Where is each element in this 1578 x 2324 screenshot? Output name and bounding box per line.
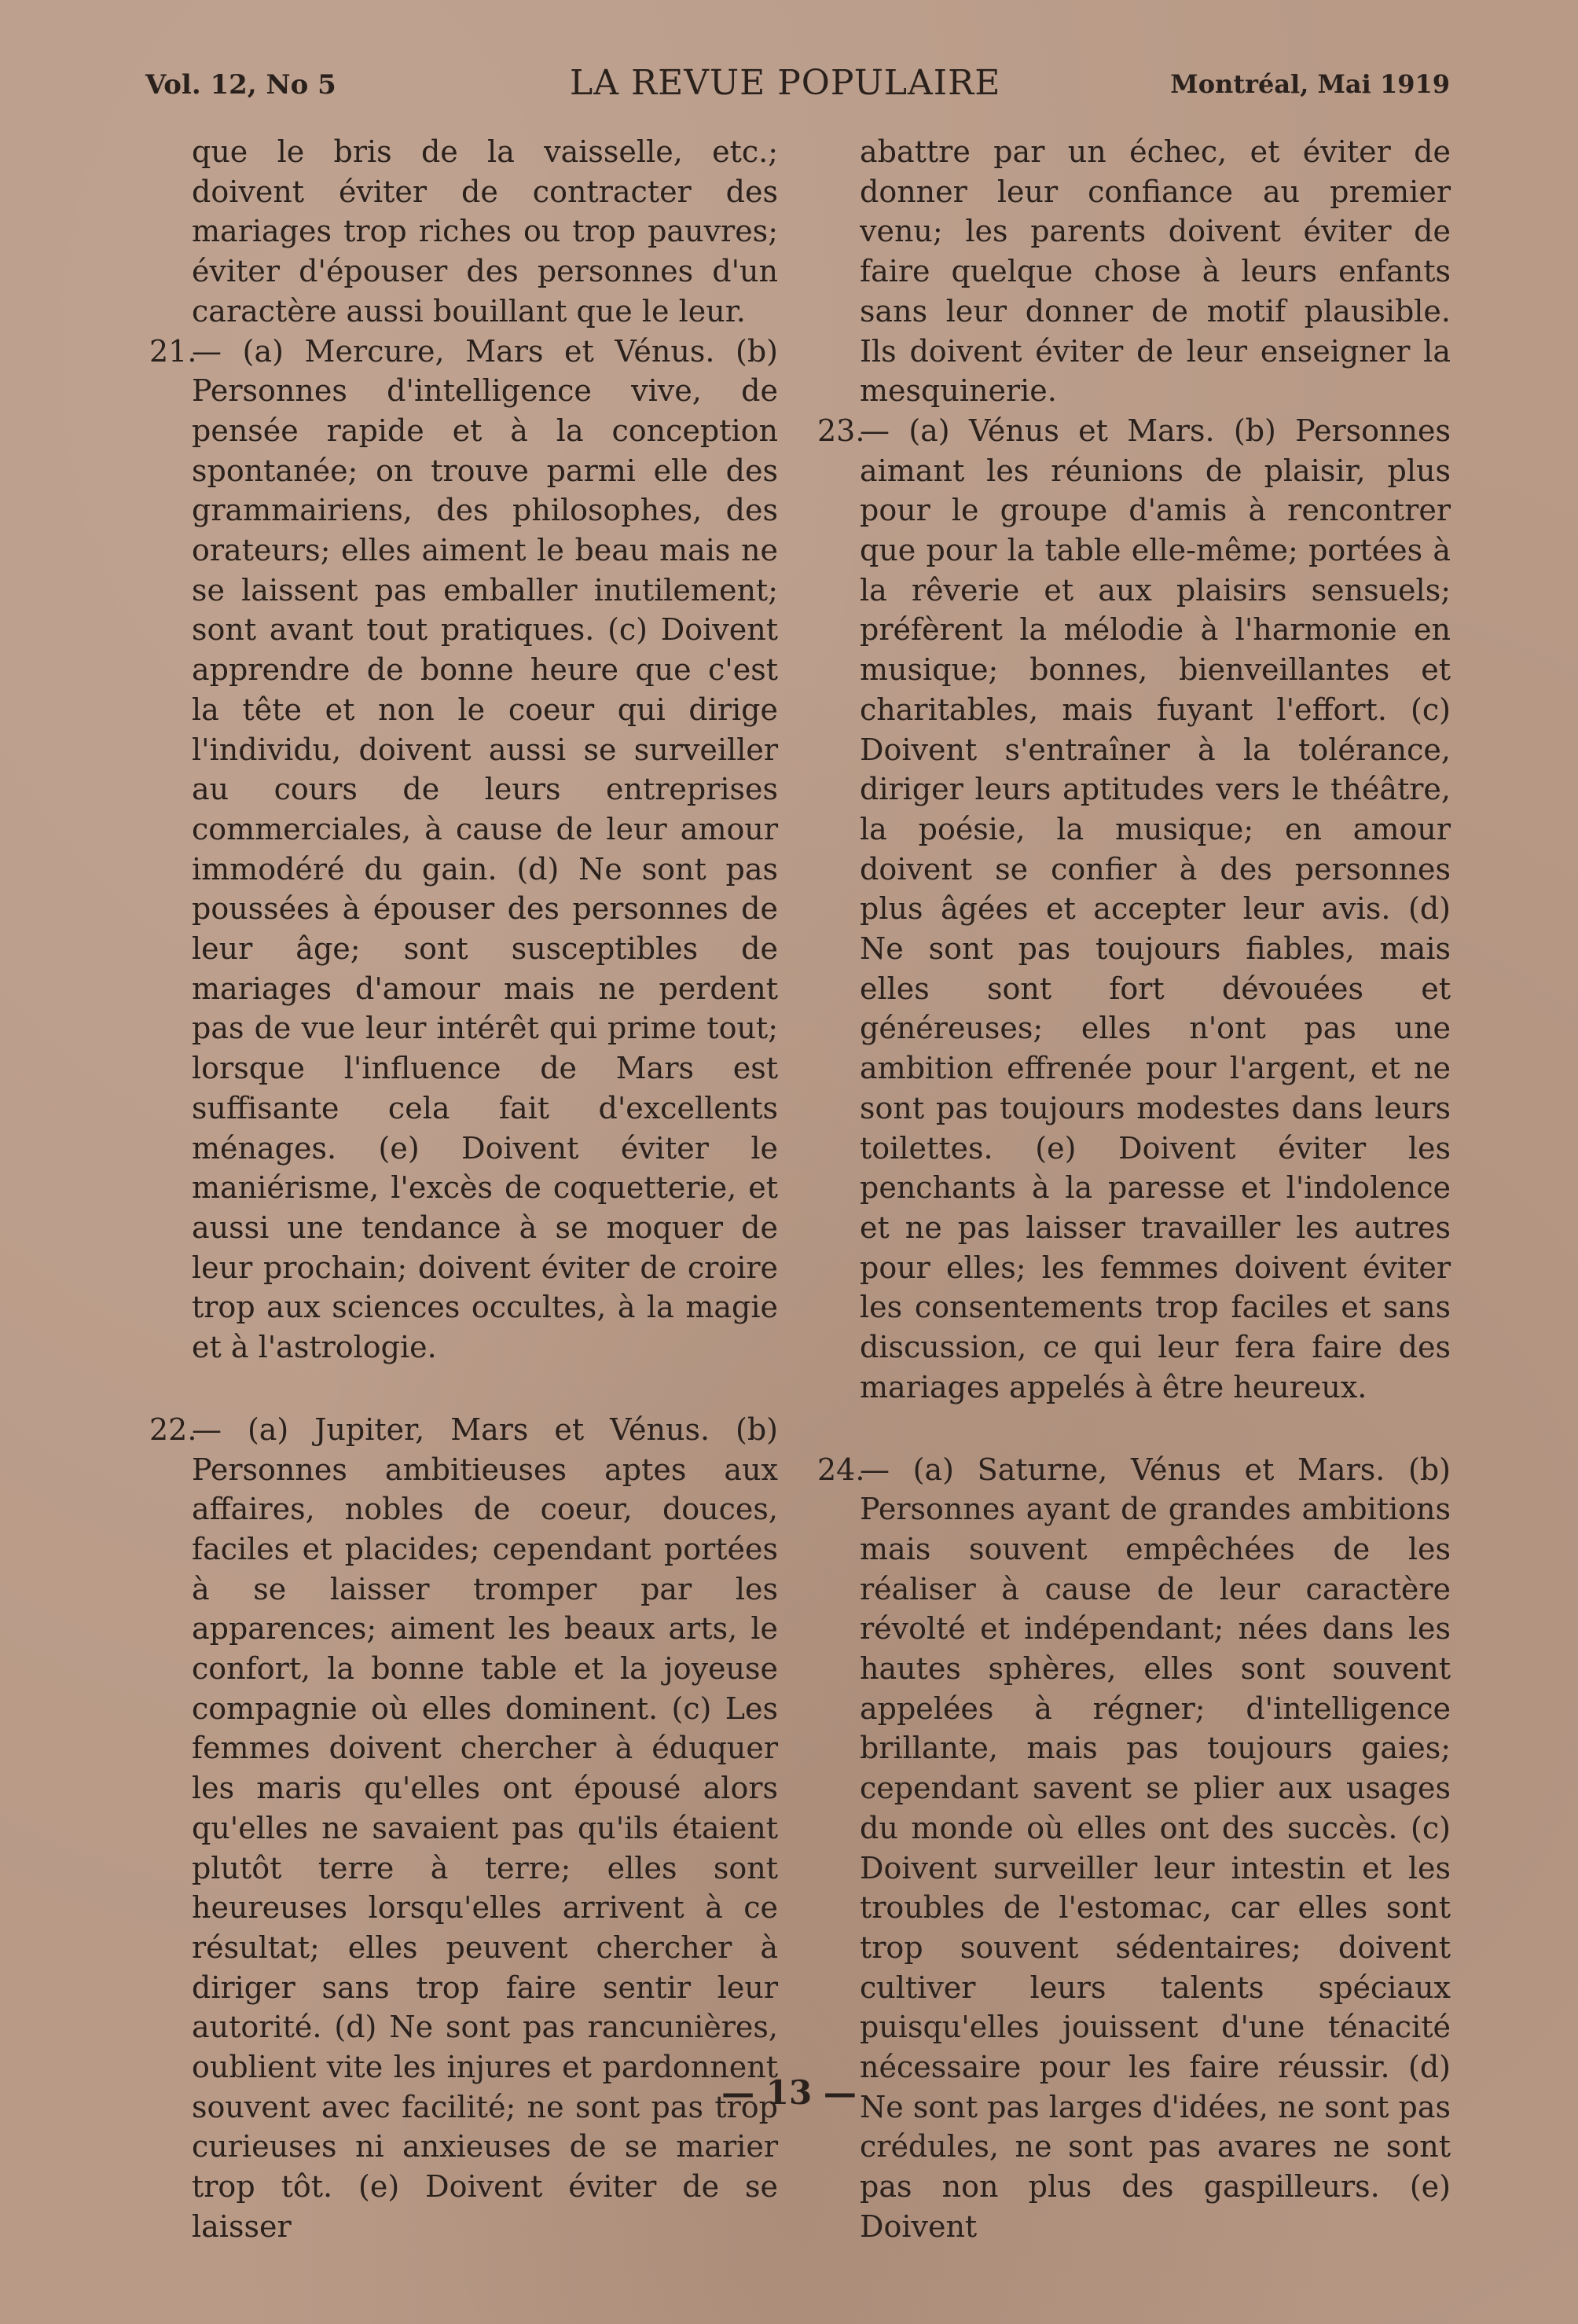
place-date: Montréal, Mai 1919 (1170, 69, 1450, 99)
entry-number: 22. (149, 1412, 197, 1447)
continued-paragraph: que le bris de la vaisselle, etc.; doivent éviter de contracter des mariages trop riches ou trop pauvres; éviter d'épouser des personnes d'un caractère aussi bouillant que le leur. (192, 134, 778, 329)
left-column (149, 132, 778, 2247)
paragraph-gap (149, 1368, 778, 1410)
entry-number: 21. (149, 333, 197, 369)
journal-title: LA REVUE POPULAIRE (570, 63, 1001, 103)
page-number: — 13 — (721, 2073, 857, 2112)
entry-22 (149, 1410, 778, 2247)
running-header (145, 63, 1450, 116)
entry-text: — (a) Vénus et Mars. (b) Personnes aimant les réunions de plaisir, plus pour le groupe d'amis à rencontrer que pour la table elle-même; portées à la rêverie et aux plaisirs sensuels; préfèrent la mélodie à l'harmonie en musique; bonnes, bienveillantes et charitables, mais fuyant l'effort. (c) Doivent s'entraîner à la tolérance, diriger leurs aptitudes vers le théâtre, la poésie, la musique; en amour doivent se confier à des personnes plus âgées et accepter leur avis. (d) Ne sont pas toujours fiables, mais elles sont fort dévouées et généreuses; elles n'ont pas une ambition effrenée pour l'argent, et ne sont pas toujours modestes dans leurs toilettes. (e) Doivent éviter les penchants à la paresse et l'indolence et ne pas laisser travailler les autres pour elles; les femmes doivent éviter les consentements trop faciles et sans discussion, ce qui leur fera faire des mariages appelés à être heureux. (860, 413, 1451, 1404)
right-column (817, 132, 1451, 2247)
entry-text: — (a) Jupiter, Mars et Vénus. (b) Personnes ambitieuses aptes aux affaires, nobles de coeur, douces, faciles et placides; cependant portées à se laisser tromper par les apparences; aiment les beaux arts, le confort, la bonne table et la joyeuse compagnie où elles dominent. (c) Les femmes doivent chercher à éduquer les maris qu'elles ont épousé alors qu'elles ne savaient pas qu'ils étaient plutôt terre à terre; elles sont heureuses lorsqu'elles arrivent à ce résultat; elles peuvent chercher à diriger sans trop faire sentir leur autorité. (d) Ne sont pas rancunières, oublient vite les injures et pardonnent souvent avec facilité; ne sont pas trop curieuses ni anxieuses de se marier trop tôt. (e) Doivent éviter de se laisser (192, 1412, 778, 2244)
entry-23 (817, 411, 1451, 1408)
entry-text: — (a) Saturne, Vénus et Mars. (b) Personnes ayant de grandes ambitions mais souvent empêchées de les réaliser à cause de leur caractère révolté et indépendant; nées dans les hautes sphères, elles sont souvent appelées à régner; d'intelligence brillante, mais pas toujours gaies; cependant savent se plier aux usages du monde où elles ont des succès. (c) Doivent surveiller leur intestin et les troubles de l'estomac, car elles sont trop souvent sédentaires; doivent cultiver leurs talents spéciaux puisqu'elles jouissent d'une ténacité nécessaire pour les faire réussir. (d) Ne sont pas larges d'idées, ne sont pas crédules, ne sont pas avares ne sont pas non plus des gaspilleurs. (e) Doivent (860, 1452, 1451, 2244)
entry-number: 24. (817, 1452, 865, 1487)
entry-text: — (a) Mercure, Mars et Vénus. (b) Personnes d'intelligence vive, de pensée rapide et à la conception spontanée; on trouve parmi elle des grammairiens, des philosophes, des orateurs; elles aiment le beau mais ne se laissent pas emballer inutilement; sont avant tout pratiques. (c) Doivent apprendre de bonne heure que c'est la tête et non le coeur qui dirige l'individu, doivent aussi se surveiller au cours de leurs entreprises commerciales, à cause de leur amour immodéré du gain. (d) Ne sont pas poussées à épouser des personnes de leur âge; sont susceptibles de mariages d'amour mais ne perdent pas de vue leur intérêt qui prime tout; lorsque l'influence de Mars est suffisante cela fait d'excellents ménages. (e) Doivent éviter le maniérisme, l'excès de coquetterie, et aussi une tendance à se moquer de leur prochain; doivent éviter de croire trop aux sciences occultes, à la magie et à l'astrologie. (192, 333, 778, 1365)
entry-number: 23. (817, 413, 865, 448)
volume-number: Vol. 12, No 5 (145, 69, 336, 101)
entry-21 (149, 332, 778, 1368)
paragraph-gap (817, 1408, 1451, 1450)
continued-paragraph: abattre par un échec, et éviter de donner leur confiance au premier venu; les parents doivent éviter de faire quelque chose à leurs enfants sans leur donner de motif plausible. Ils doivent éviter de leur enseigner la mesquinerie. (860, 134, 1451, 409)
entry-24 (817, 1450, 1451, 2247)
